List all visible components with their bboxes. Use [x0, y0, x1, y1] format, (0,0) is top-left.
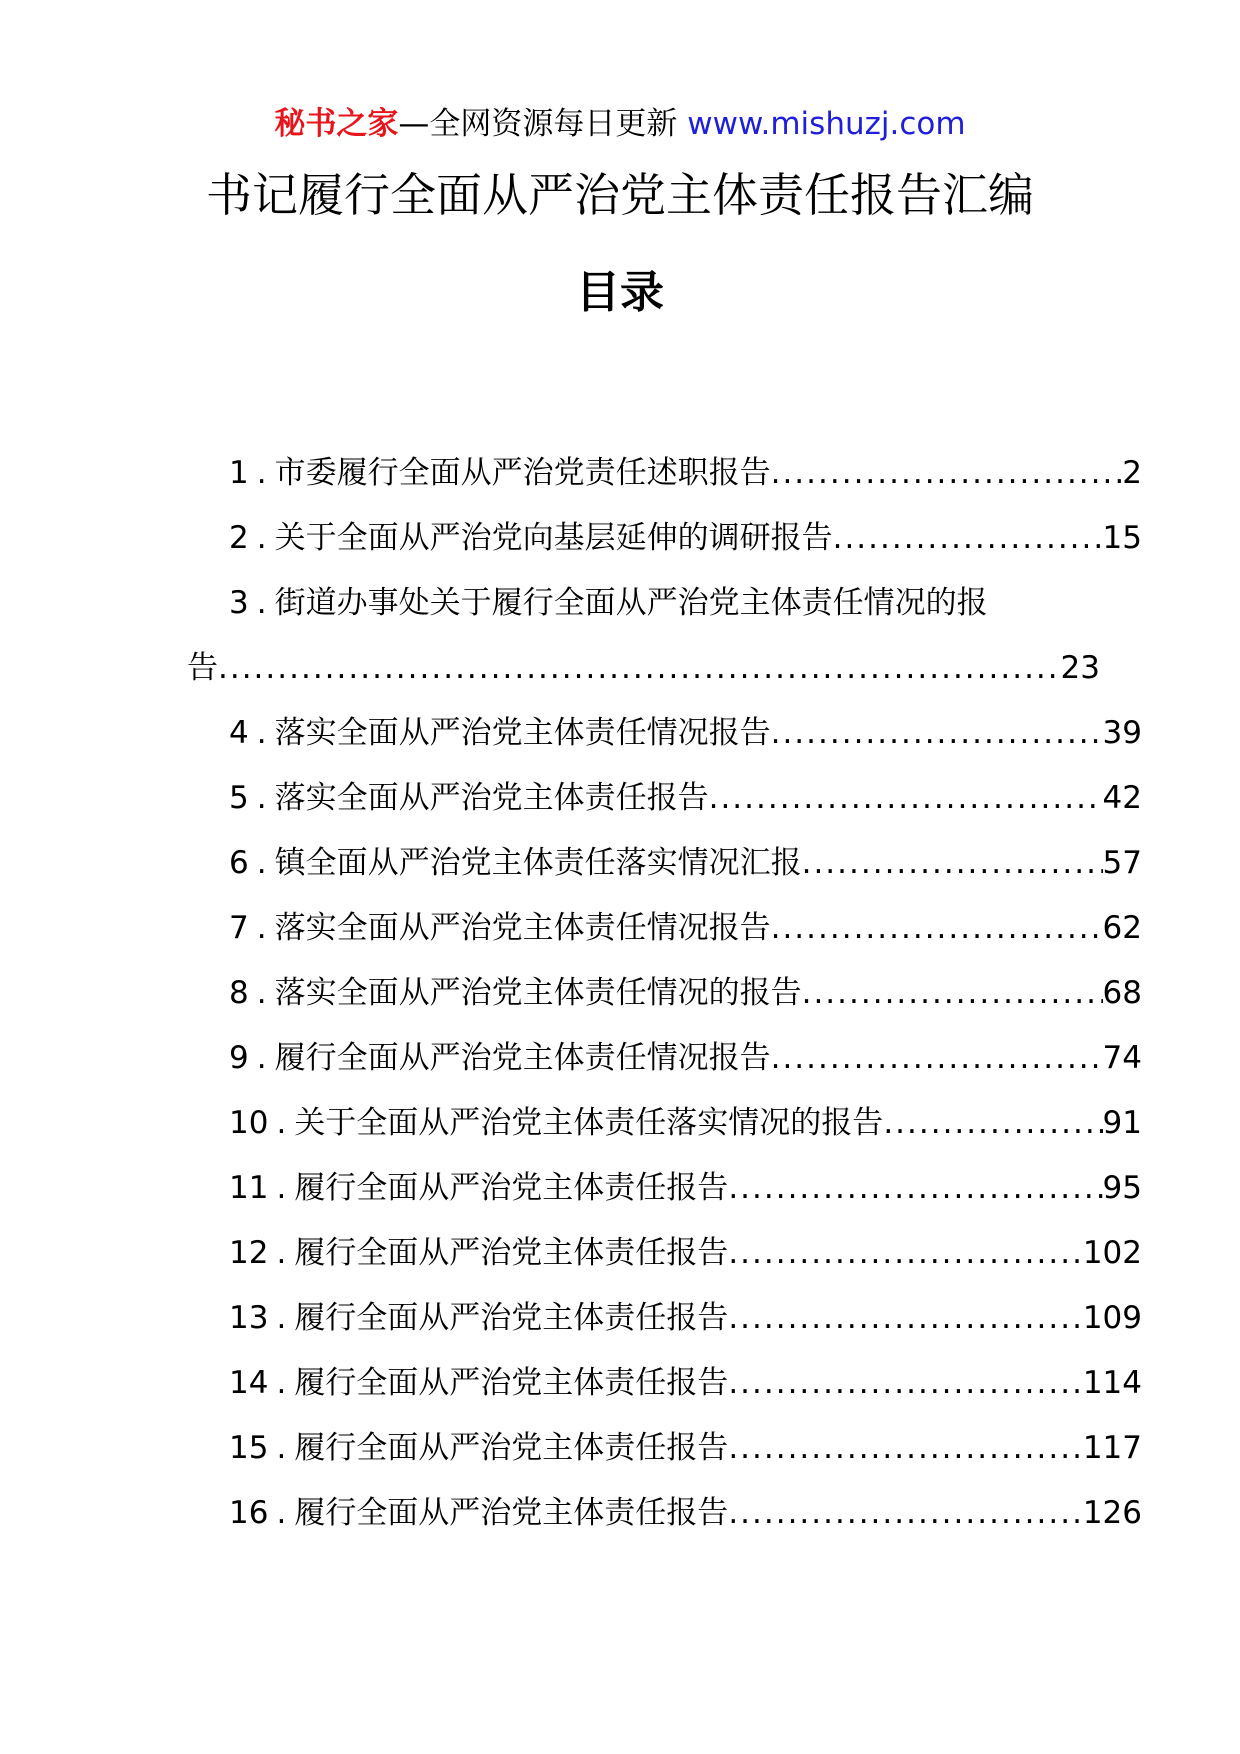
- toc-entry-number: 4: [229, 715, 249, 751]
- toc-entry[interactable]: [187, 1286, 1142, 1351]
- toc-entry-title: 关于全面从严治党向基层延伸的调研报告: [274, 520, 833, 556]
- toc-entry-page: 42: [1102, 780, 1142, 816]
- toc-entry-title: 街道办事处关于履行全面从严治党主体责任情况的报: [274, 585, 988, 621]
- toc-leader-dots: [728, 1481, 1083, 1546]
- toc-leader-dots: [771, 701, 1103, 766]
- toc-leader-dots: [728, 1221, 1083, 1286]
- toc-entry[interactable]: [187, 1221, 1142, 1286]
- toc-entry-separator: .: [256, 585, 267, 621]
- toc-entry-separator: .: [276, 1430, 287, 1466]
- toc-entry-title: 履行全面从严治党主体责任报告: [294, 1365, 729, 1401]
- toc-entry-title-continued: 告: [187, 650, 218, 686]
- toc-entry-separator: .: [256, 455, 267, 491]
- toc-entry-number: 1: [229, 455, 249, 491]
- toc-leader-dots: [802, 831, 1103, 896]
- toc-entry-title: 履行全面从严治党主体责任报告: [294, 1495, 729, 1531]
- toc-entry-separator: .: [276, 1495, 287, 1531]
- toc-entry-page: 91: [1102, 1105, 1142, 1141]
- toc-entry-number: 13: [229, 1300, 269, 1336]
- toc-entry-separator: .: [256, 975, 267, 1011]
- toc-entry-separator: .: [276, 1105, 287, 1141]
- toc-entry-title: 落实全面从严治党主体责任情况报告: [274, 715, 771, 751]
- toc-entry[interactable]: [187, 1091, 1142, 1156]
- toc-entry-page: 39: [1102, 715, 1142, 751]
- site-header: [0, 100, 1240, 148]
- header-tagline: —全网资源每日更新: [398, 106, 678, 142]
- toc-entry-page: 126: [1082, 1495, 1142, 1531]
- toc-entry-page: 114: [1082, 1365, 1142, 1401]
- toc-entry-number: 12: [229, 1235, 269, 1271]
- toc-entry-number: 6: [229, 845, 249, 881]
- brand-name: 秘书之家: [274, 106, 399, 142]
- toc-entry-title: 落实全面从严治党主体责任情况报告: [274, 910, 771, 946]
- toc-entry-page: 117: [1082, 1430, 1142, 1466]
- toc-entry-separator: .: [276, 1235, 287, 1271]
- toc-entry-number: 11: [229, 1170, 269, 1206]
- toc-entry-title: 关于全面从严治党主体责任落实情况的报告: [294, 1105, 884, 1141]
- toc-entry-page: 23: [1060, 650, 1100, 686]
- toc-entry-title: 落实全面从严治党主体责任情况的报告: [274, 975, 802, 1011]
- toc-entry-page: 57: [1102, 845, 1142, 881]
- toc-leader-dots: [771, 1026, 1103, 1091]
- toc-entry-continuation[interactable]: [187, 636, 1100, 701]
- toc-leader-dots: [771, 441, 1123, 506]
- toc-entry-separator: .: [276, 1300, 287, 1336]
- toc-entry-page: 62: [1102, 910, 1142, 946]
- toc-entry-title: 落实全面从严治党主体责任报告: [274, 780, 709, 816]
- site-url-link[interactable]: www.mishuzj.com: [687, 106, 966, 142]
- toc-leader-dots: [728, 1351, 1083, 1416]
- toc-entry[interactable]: [187, 1156, 1142, 1221]
- toc-entry[interactable]: [187, 831, 1142, 896]
- toc-entry[interactable]: [187, 441, 1142, 506]
- toc-entry-separator: .: [256, 845, 267, 881]
- toc-entry-number: 8: [229, 975, 249, 1011]
- toc-entry-separator: .: [256, 1040, 267, 1076]
- toc-entry-separator: .: [256, 910, 267, 946]
- toc-leader-dots: [771, 896, 1103, 961]
- toc-entry-number: 9: [229, 1040, 249, 1076]
- toc-entry[interactable]: [187, 1351, 1142, 1416]
- toc-leader-dots: [728, 1416, 1083, 1481]
- toc-entry-page: 95: [1102, 1170, 1142, 1206]
- toc-leader-dots: [728, 1156, 1102, 1221]
- toc-entry-title: 履行全面从严治党主体责任报告: [294, 1300, 729, 1336]
- toc-entry[interactable]: [187, 1026, 1142, 1091]
- toc-entry-title: 履行全面从严治党主体责任报告: [294, 1430, 729, 1466]
- toc-entry[interactable]: [187, 1416, 1142, 1481]
- toc-leader-dots: [802, 961, 1103, 1026]
- toc-entry-number: 10: [229, 1105, 269, 1141]
- toc-entry-number: 2: [229, 520, 249, 556]
- toc-entry-page: 15: [1102, 520, 1142, 556]
- toc-entry-number: 7: [229, 910, 249, 946]
- toc-entry-title: 履行全面从严治党主体责任报告: [294, 1235, 729, 1271]
- toc-entry-number: 14: [229, 1365, 269, 1401]
- toc-entry-separator: .: [256, 520, 267, 556]
- toc-entry[interactable]: [187, 571, 1100, 636]
- toc-entry[interactable]: [187, 1481, 1142, 1546]
- toc-entry-separator: .: [256, 715, 267, 751]
- toc-entry-separator: .: [276, 1365, 287, 1401]
- toc-heading: 目录: [576, 267, 664, 318]
- toc-entry-page: 102: [1082, 1235, 1142, 1271]
- toc-entry[interactable]: [187, 961, 1142, 1026]
- toc-entry-number: 3: [229, 585, 249, 621]
- toc-entry-number: 16: [229, 1495, 269, 1531]
- toc-entry-separator: .: [276, 1170, 287, 1206]
- toc-entry[interactable]: [187, 896, 1142, 961]
- toc-entry[interactable]: [187, 506, 1142, 571]
- toc-entry-page: 74: [1102, 1040, 1142, 1076]
- toc-entry-page: 2: [1122, 455, 1142, 491]
- toc-leader-dots: [218, 636, 1061, 701]
- toc-entry[interactable]: [187, 701, 1142, 766]
- toc-entry-number: 5: [229, 780, 249, 816]
- toc-entry-title: 镇全面从严治党主体责任落实情况汇报: [274, 845, 802, 881]
- toc-entry-separator: .: [256, 780, 267, 816]
- toc-entry-title: 履行全面从严治党主体责任情况报告: [274, 1040, 771, 1076]
- toc-entry-title: 市委履行全面从严治党责任述职报告: [274, 455, 771, 491]
- document-title: 书记履行全面从严治党主体责任报告汇编: [206, 168, 1034, 222]
- toc-entry-page: 68: [1102, 975, 1142, 1011]
- toc-entry-title: 履行全面从严治党主体责任报告: [294, 1170, 729, 1206]
- toc-leader-dots: [883, 1091, 1102, 1156]
- toc-leader-dots: [709, 766, 1103, 831]
- toc-entry-number: 15: [229, 1430, 269, 1466]
- toc-leader-dots: [833, 506, 1103, 571]
- table-of-contents: [187, 441, 1142, 1546]
- toc-entry-page: 109: [1082, 1300, 1142, 1336]
- toc-leader-dots: [728, 1286, 1083, 1351]
- toc-entry[interactable]: [187, 766, 1142, 831]
